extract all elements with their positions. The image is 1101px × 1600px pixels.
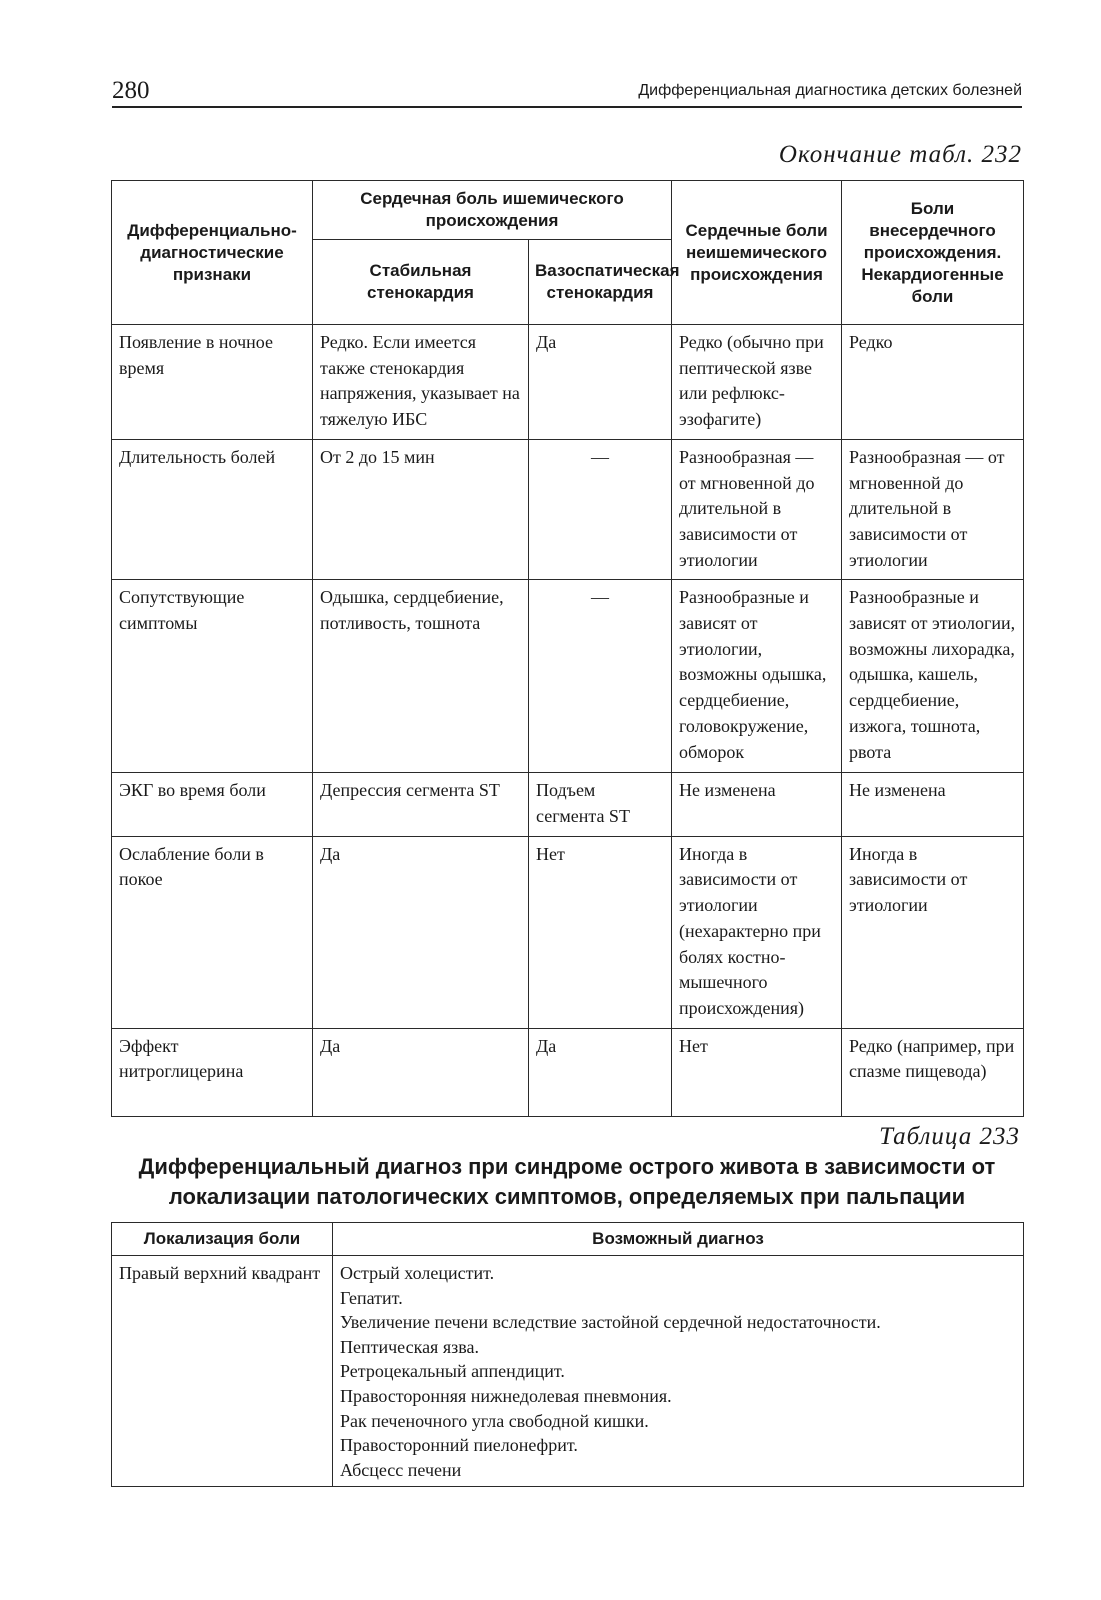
header-vasospastic-angina: Вазоспатическая стенокардия [529, 240, 672, 325]
header-extracardiac: Боли внесердечного происхождения. Некардиогенные боли [842, 181, 1024, 325]
table-row [112, 773, 1024, 836]
cell-diagnoses [333, 1256, 1024, 1487]
header-possible-diagnosis: Возможный диагноз [333, 1223, 1024, 1256]
running-head [112, 76, 1022, 108]
cell-extracardiac: Редко (например, при спазме пищевода) [842, 1028, 1024, 1116]
cell-stable: Депрессия сегмента ST [313, 773, 529, 836]
table-row [112, 439, 1024, 580]
table-row [112, 836, 1024, 1028]
cell-criterion: Сопутствующие симптомы [112, 580, 313, 773]
diagnosis-item: Абсцесс печени [340, 1459, 462, 1480]
cell-extracardiac: Иногда в зависимости от этиологии [842, 836, 1024, 1028]
cell-extracardiac: Не изменена [842, 773, 1024, 836]
cell-nonischemic: Не изменена [672, 773, 842, 836]
cell-stable: Да [313, 1028, 529, 1116]
diagnosis-item: Правосторонняя нижнедолевая пневмония. [340, 1385, 672, 1406]
cell-criterion: Длительность болей [112, 439, 313, 580]
diagnosis-item: Правосторонний пиелонефрит. [340, 1435, 578, 1456]
header-ischemic: Сердечная боль ишемического происхождения [313, 181, 672, 240]
cell-criterion: ЭКГ во время боли [112, 773, 313, 836]
table-233 [111, 1222, 1024, 1487]
cell-extracardiac: Разнообразные и зависят от этиологии, возможны лихорадка, одышка, кашель, сердцебиение, изжога, тошнота, рвота [842, 580, 1024, 773]
diagnosis-item: Пептическая язва. [340, 1336, 479, 1357]
cell-stable: Одышка, сердцебиение, потливость, тошнота [313, 580, 529, 773]
table-row [112, 1256, 1024, 1487]
cell-vasospastic: Подъем сегмента ST [529, 773, 672, 836]
cell-pain-location: Правый верхний квадрант [112, 1256, 333, 1487]
cell-nonischemic: Разнообразные и зависят от этиологии, возможны одышка, сердцебиение, головокружение, обморок [672, 580, 842, 773]
diagnosis-item: Ретроцекальный аппендицит. [340, 1361, 565, 1382]
table-row [112, 325, 1024, 440]
cell-extracardiac: Разнообразная — от мгновенной до длительной в зависимости от этиологии [842, 439, 1024, 580]
table-232 [111, 180, 1024, 1117]
cell-vasospastic: Нет [529, 836, 672, 1028]
table-233-number: Таблица 233 [879, 1123, 1020, 1150]
cell-nonischemic: Редко (обычно при пептической язве или рефлюкс-эзофагите) [672, 325, 842, 440]
cell-vasospastic: — [529, 439, 672, 580]
cell-vasospastic: Да [529, 325, 672, 440]
cell-nonischemic: Разнообразная — от мгновенной до длительной в зависимости от этиологии [672, 439, 842, 580]
header-stable-angina: Стабильная стенокардия [313, 240, 529, 325]
cell-vasospastic: — [529, 580, 672, 773]
book-title: Дифференциальная диагностика детских болезней [638, 82, 1022, 99]
table-233-title: Дифференциальный диагноз при синдроме острого живота в зависимости от локализации патологических симптомов, определяемых при пальпации [138, 1154, 996, 1209]
header-nonischemic: Сердечные боли неишемического происхождения [672, 181, 842, 325]
header-criteria: Дифференциально-диагностические признаки [112, 181, 313, 325]
diagnosis-item: Рак печеночного угла свободной кишки. [340, 1410, 649, 1431]
table-row [112, 580, 1024, 773]
table-continuation-caption: Окончание табл. 232 [778, 141, 1022, 168]
diagnosis-item: Острый холецистит. [340, 1263, 495, 1283]
cell-stable: От 2 до 15 мин [313, 439, 529, 580]
cell-extracardiac: Редко [842, 325, 1024, 440]
table-row [112, 1028, 1024, 1116]
cell-criterion: Эффект нитроглицерина [112, 1028, 313, 1116]
header-pain-location: Локализация боли [112, 1223, 333, 1256]
diagnosis-item: Увеличение печени вследствие застойной сердечной недостаточности. [340, 1312, 881, 1333]
diagnosis-item: Гепатит. [340, 1287, 403, 1308]
cell-criterion: Ослабление боли в покое [112, 836, 313, 1028]
cell-criterion: Появление в ночное время [112, 325, 313, 440]
cell-stable: Редко. Если имеется также стенокардия напряжения, указывает на тяжелую ИБС [313, 325, 529, 440]
cell-stable: Да [313, 836, 529, 1028]
cell-vasospastic: Да [529, 1028, 672, 1116]
cell-nonischemic: Нет [672, 1028, 842, 1116]
page-number: 280 [112, 77, 150, 104]
cell-nonischemic: Иногда в зависимости от этиологии (нехарактерно при болях костно-мышечного происхождения) [672, 836, 842, 1028]
